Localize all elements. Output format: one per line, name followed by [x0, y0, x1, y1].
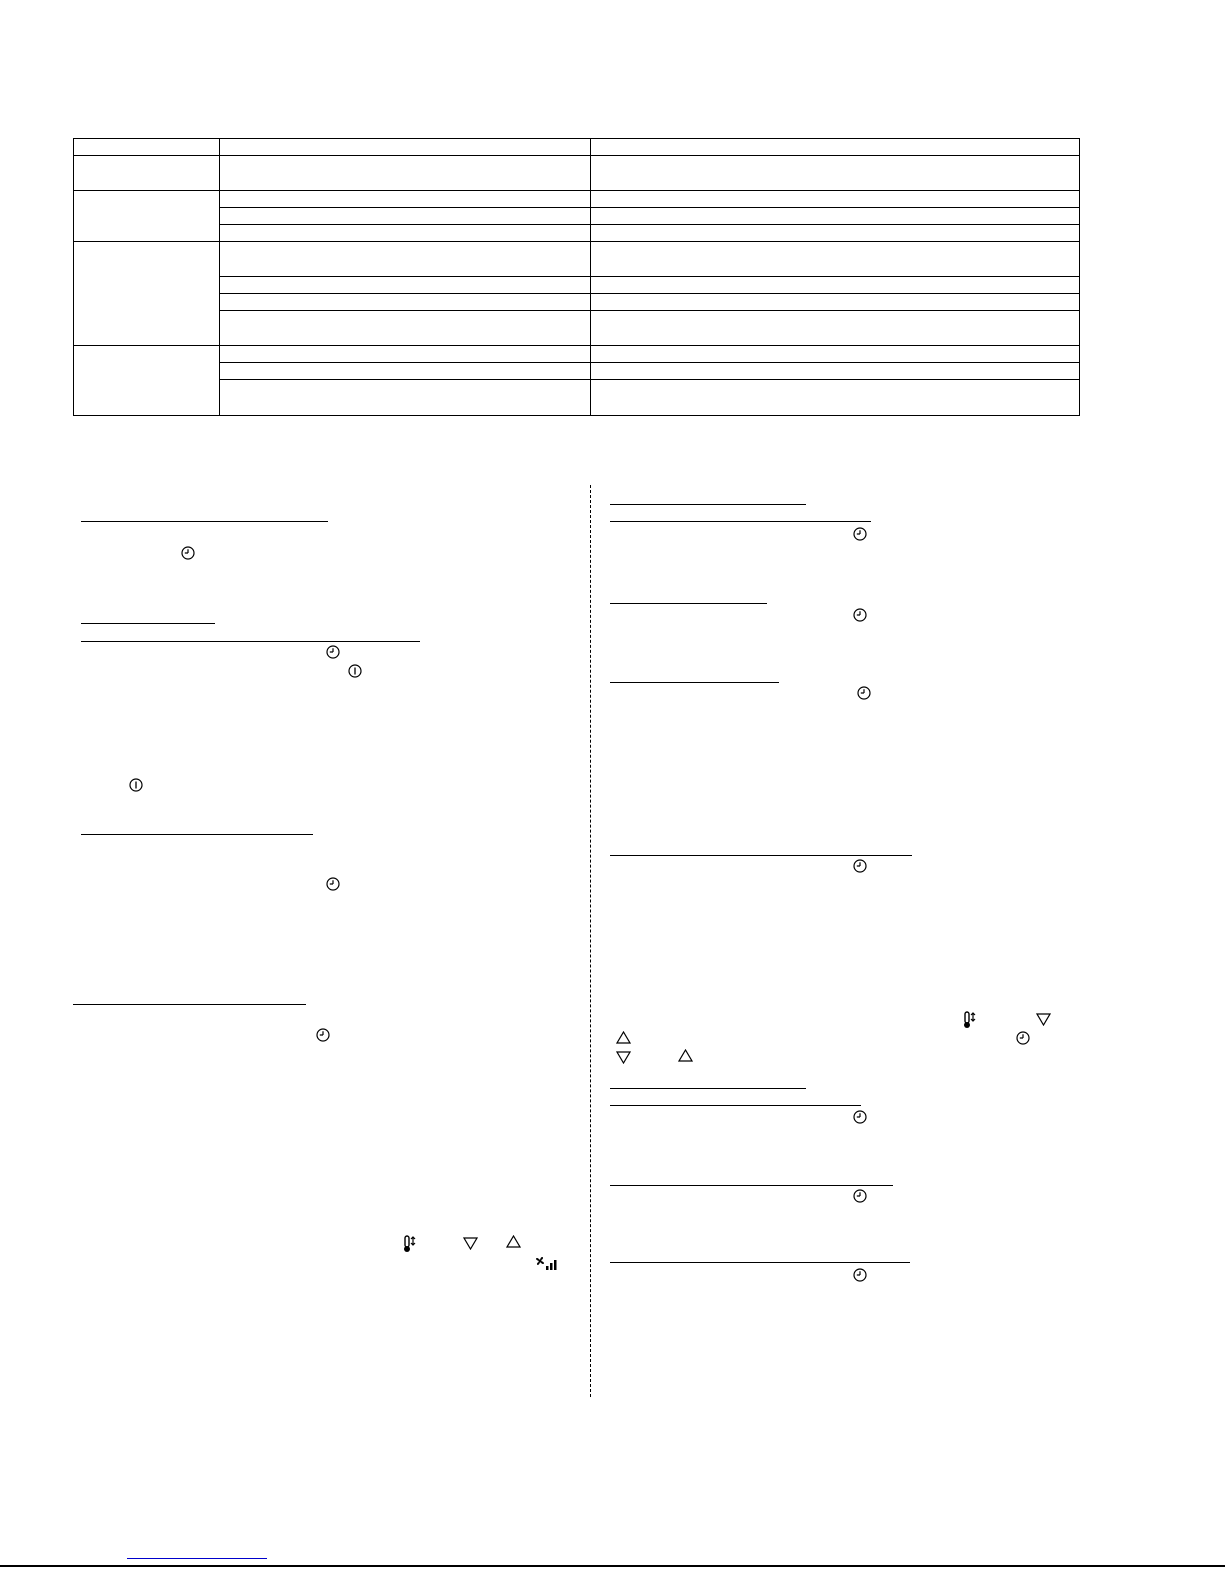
- table-cell: [591, 242, 1080, 277]
- table-row: [74, 208, 1080, 225]
- table-cell: [220, 277, 591, 294]
- triangle-up-icon: [616, 1031, 631, 1044]
- clock-icon: [853, 527, 867, 541]
- table-cell: [220, 225, 591, 242]
- clock-icon: [853, 608, 867, 622]
- table-cell: [220, 311, 591, 346]
- table-cell: [591, 294, 1080, 311]
- clock-icon: [857, 686, 871, 700]
- table-row: [74, 191, 1080, 208]
- column-divider: [590, 485, 591, 1397]
- table-cell: [591, 311, 1080, 346]
- table-group-cell: [74, 346, 220, 416]
- clock-icon: [326, 645, 340, 659]
- table-cell: [591, 277, 1080, 294]
- table-header-cell: [220, 139, 591, 156]
- table-cell: [591, 363, 1080, 380]
- section-heading-underline: [81, 834, 313, 835]
- table-row: [74, 156, 1080, 191]
- table-cell: [220, 242, 591, 277]
- table-row: [74, 225, 1080, 242]
- table-header-row: [74, 139, 1080, 156]
- table-cell: [220, 380, 591, 416]
- triangle-down-icon: [616, 1051, 631, 1064]
- clock-icon: [853, 1189, 867, 1203]
- section-heading-underline: [81, 623, 215, 624]
- table-cell: [220, 208, 591, 225]
- clock-icon: [853, 859, 867, 873]
- temperature-icon: [963, 1011, 977, 1029]
- fan-speed-icon: [535, 1255, 557, 1271]
- table-row: [74, 363, 1080, 380]
- section-heading-underline: [81, 521, 328, 522]
- table-cell: [591, 346, 1080, 363]
- table-row: [74, 294, 1080, 311]
- section-heading-underline: [73, 1004, 306, 1005]
- triangle-up-icon: [678, 1049, 693, 1062]
- footer-link[interactable]: [127, 1558, 267, 1559]
- power-icon: [348, 664, 362, 678]
- clock-icon: [316, 1028, 330, 1042]
- table-cell: [74, 156, 220, 191]
- subsection-underline: [610, 603, 767, 604]
- triangle-up-icon: [506, 1235, 521, 1248]
- subsection-underline: [610, 1262, 910, 1263]
- table-cell: [591, 225, 1080, 242]
- section-heading-underline: [610, 504, 806, 505]
- table-cell: [591, 156, 1080, 191]
- power-icon: [129, 778, 143, 792]
- clock-icon: [181, 546, 195, 560]
- table-header-cell: [74, 139, 220, 156]
- footer-rule: [0, 1565, 1225, 1567]
- subsection-underline: [610, 682, 779, 683]
- subsection-underline: [610, 1185, 893, 1186]
- table-cell: [220, 363, 591, 380]
- clock-icon: [853, 1110, 867, 1124]
- subsection-underline: [81, 641, 420, 642]
- clock-icon: [1016, 1031, 1030, 1045]
- table-cell: [591, 191, 1080, 208]
- subsection-underline: [610, 521, 871, 522]
- table-cell: [220, 346, 591, 363]
- clock-icon: [326, 877, 340, 891]
- temperature-icon: [403, 1235, 417, 1253]
- subsection-underline: [610, 1105, 861, 1106]
- table-group-cell: [74, 242, 220, 346]
- table-cell: [220, 156, 591, 191]
- clock-icon: [853, 1268, 867, 1282]
- spec-table: [73, 138, 1080, 416]
- triangle-down-icon: [463, 1237, 478, 1250]
- table-group-cell: [74, 191, 220, 242]
- table-header-cell: [591, 139, 1080, 156]
- triangle-down-icon: [1036, 1013, 1051, 1026]
- table-row: [74, 380, 1080, 416]
- table-cell: [220, 191, 591, 208]
- table-cell: [220, 294, 591, 311]
- section-heading-underline: [610, 1088, 806, 1089]
- table-row: [74, 346, 1080, 363]
- table-row: [74, 311, 1080, 346]
- table-row: [74, 242, 1080, 277]
- table-cell: [591, 380, 1080, 416]
- table-row: [74, 277, 1080, 294]
- table-cell: [591, 208, 1080, 225]
- subsection-underline: [610, 855, 912, 856]
